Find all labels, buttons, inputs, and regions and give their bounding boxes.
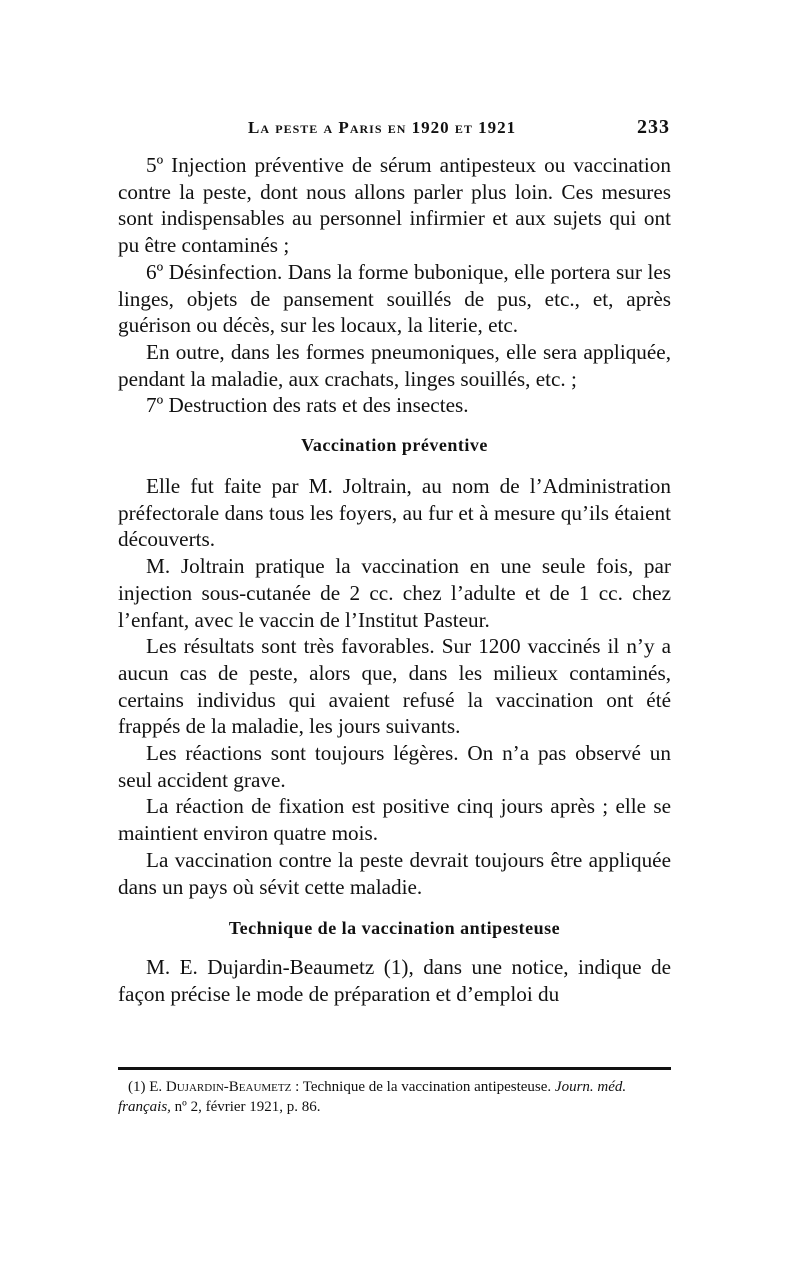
footnote-divider: [118, 1067, 671, 1070]
paragraph-rats: 7º Destruction des rats et des insectes.: [146, 393, 469, 418]
paragraph-injection: M. Joltrain pratique la vaccination en une seule fois, par injection sous-cutanée de 2 cc. chez l’adulte et de 1 cc. chez l’enfant, avec le vaccin de l’Institut Pasteur.: [118, 554, 671, 632]
paragraph-recommandation: La vaccination contre la peste devrait toujours être appliquée dans un pays où sévit cette maladie.: [118, 847, 671, 899]
footnote-1: [118, 1077, 671, 1117]
section-heading-technique: Technique de la vaccination antipesteuse: [228, 918, 561, 939]
body-text: [118, 152, 671, 1008]
footnote-title: : Technique de la vaccination antipesteuse.: [295, 1079, 552, 1095]
footnote-author: Dujardin-Beaumetz: [165, 1079, 292, 1095]
running-title: La peste a Paris en 1920 et 1921: [248, 118, 517, 137]
paragraph-dujardin: M. E. Dujardin-Beaumetz (1), dans une notice, indique de façon précise le mode de préparation et d’emploi du: [118, 955, 671, 1006]
paragraph-pneumoniques: En outre, dans les formes pneumoniques, elle sera appliquée, pendant la maladie, aux crachats, linges souillés, etc. ;: [118, 339, 671, 391]
paragraph-resultats: Les résultats sont très favorables. Sur 1200 vaccinés il n’y a aucun cas de peste, alors que, dans les milieux contaminés, certains individus qui avaient refusé la vaccination ont été frappés de la maladie, les jours suivants.: [118, 634, 671, 739]
paragraph-joltrain: Elle fut faite par M. Joltrain, au nom de l’Administration préfectorale dans tous les foyers, au fur et à mesure qu’ils étaient découverts.: [118, 474, 671, 552]
paragraph-desinfection: 6º Désinfection. Dans la forme bubonique, elle portera sur les linges, objets de pansement souillés de pus, etc., et, après guérison ou décès, sur les locaux, la literie, etc.: [118, 259, 671, 338]
paragraph-reactions: Les réactions sont toujours légères. On n’a pas observé un seul accident grave.: [118, 741, 671, 792]
footnotes: [118, 1077, 671, 1117]
footnote-details: nº 2, février 1921, p. 86.: [174, 1099, 321, 1115]
running-head: [118, 118, 670, 146]
paragraph-serum: 5º Injection préventive de sérum antipesteux ou vaccination contre la peste, dont nous allons parler plus loin. Ces mesures sont indispensables au personnel infirmier et aux sujets qui ont pu être contaminés ;: [118, 153, 671, 258]
section-heading-vaccination: Vaccination préventive: [301, 435, 488, 456]
footnote-marker: (1) E.: [128, 1079, 163, 1095]
footnote-journal: Journ. méd. français,: [118, 1079, 627, 1115]
page-number: 233: [637, 116, 670, 138]
paragraph-fixation: La réaction de fixation est positive cinq jours après ; elle se maintient environ quatre mois.: [118, 794, 671, 846]
